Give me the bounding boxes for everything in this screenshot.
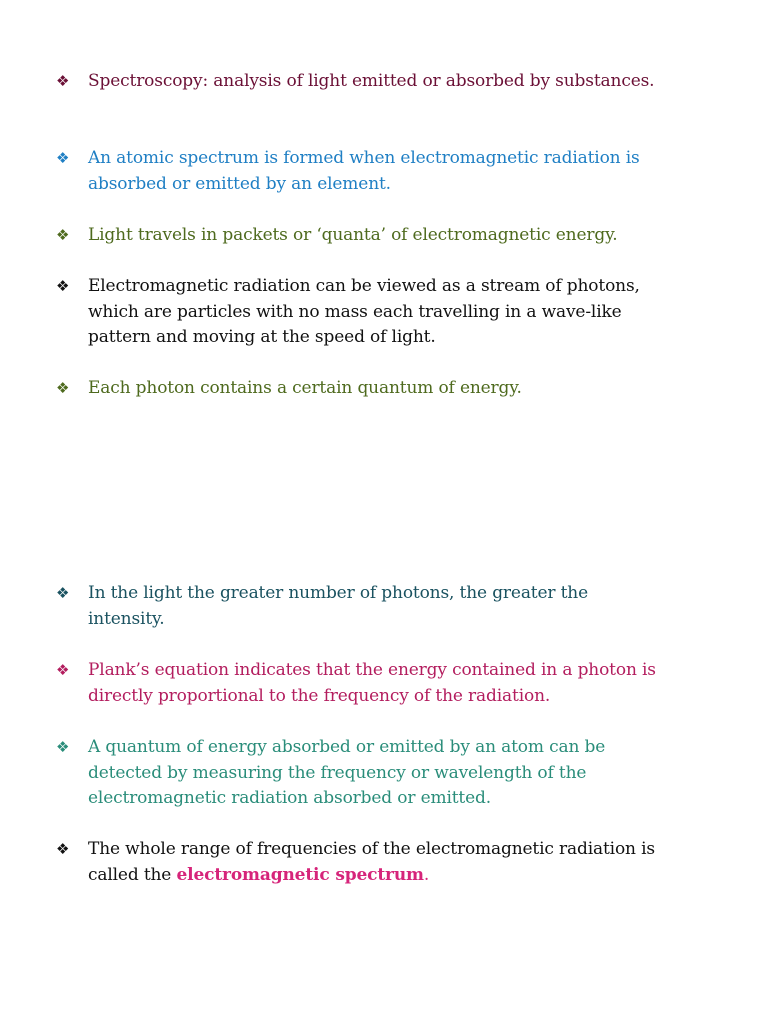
bullet-text: An atomic spectrum is formed when electromagnetic radiation is absorbed or emitted by an element. bbox=[88, 148, 640, 194]
bullet-text: Light travels in packets or ‘quanta’ of electromagnetic energy. bbox=[88, 225, 618, 245]
diamond-bullet-icon: ❖ bbox=[56, 277, 70, 295]
diamond-bullet-icon: ❖ bbox=[56, 379, 70, 397]
bullet-item-planks-equation bbox=[56, 658, 656, 709]
diamond-bullet-icon: ❖ bbox=[56, 738, 70, 756]
bullet-text: A quantum of energy absorbed or emitted by an atom can be detected by measuring the frequency or wavelength of the electromagnetic radiation absorbed or emitted. bbox=[88, 737, 606, 808]
bullet-text: Electromagnetic radiation can be viewed as a stream of photons, which are particles with no mass each travelling in a wave-like pattern and moving at the speed of light. bbox=[88, 276, 640, 347]
bullet-text-end: . bbox=[423, 864, 430, 885]
diamond-bullet-icon: ❖ bbox=[56, 72, 70, 90]
diamond-bullet-icon: ❖ bbox=[56, 584, 70, 602]
bullet-text-start: The whole range of frequencies of the electromagnetic radiation is called the bbox=[88, 839, 655, 885]
bullet-item-photons bbox=[56, 274, 656, 351]
bullet-item-spectroscopy bbox=[56, 69, 656, 95]
bullet-item-atomic-spectrum bbox=[56, 146, 656, 197]
diamond-bullet-icon: ❖ bbox=[56, 840, 70, 858]
bullet-item-em-spectrum bbox=[56, 837, 656, 888]
bullet-item-intensity bbox=[56, 581, 656, 632]
diamond-bullet-icon: ❖ bbox=[56, 661, 70, 679]
bullet-text bbox=[88, 837, 656, 888]
bullet-text: Each photon contains a certain quantum of energy. bbox=[88, 378, 522, 398]
diamond-bullet-icon: ❖ bbox=[56, 226, 70, 244]
diamond-bullet-icon: ❖ bbox=[56, 149, 70, 167]
highlighted-term: electromagnetic spectrum bbox=[176, 864, 424, 885]
bullet-text: In the light the greater number of photons, the greater the intensity. bbox=[88, 583, 589, 629]
bullet-text: Plank’s equation indicates that the energy contained in a photon is directly proportional to the frequency of the radiation. bbox=[88, 660, 656, 706]
bullet-item-photon-energy bbox=[56, 376, 656, 402]
bullet-item-quanta bbox=[56, 223, 656, 249]
bullet-item-quantum-detection bbox=[56, 735, 656, 812]
bullet-text: Spectroscopy: analysis of light emitted or absorbed by substances. bbox=[88, 71, 655, 91]
